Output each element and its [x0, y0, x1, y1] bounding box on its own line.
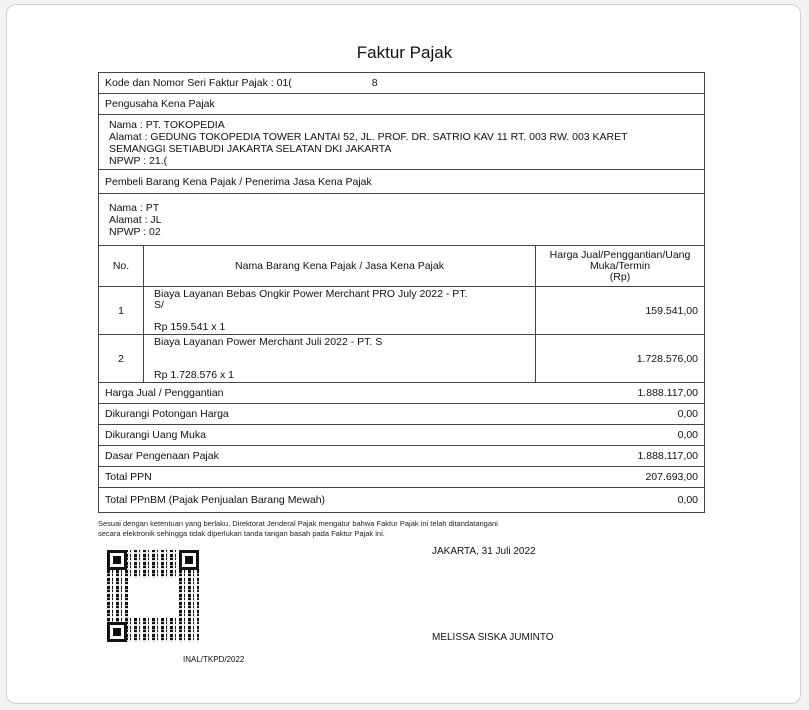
signer-name: MELISSA SISKA JUMINTO — [432, 632, 554, 643]
summary-value: 1.888.117,00 — [637, 450, 698, 462]
seller-header-label: Pengusaha Kena Pajak — [105, 98, 215, 110]
seller-address-1: Alamat : GEDUNG TOKOPEDIA TOWER LANTAI 52, JL. PROF. DR. SATRIO KAV 11 RT. 003 RW. 003 KARET — [109, 131, 628, 143]
invoice-table — [98, 72, 705, 513]
invoice-code: Kode dan Nomor Seri Faktur Pajak : 01( — [105, 77, 292, 89]
item-no: 1 — [99, 286, 144, 334]
summary-value: 0,00 — [677, 429, 698, 441]
item-line-1: Biaya Layanan Bebas Ongkir Power Merchant PRO July 2022 - PT. — [154, 288, 468, 300]
col-price-header-line-2: Muka/Termin — [589, 259, 651, 272]
item-amount: 1.728.576,00 — [536, 334, 704, 382]
summary-row — [99, 404, 704, 425]
seller-header — [99, 94, 704, 115]
item-line-1: Biaya Layanan Power Merchant Juli 2022 - PT. S — [154, 336, 383, 348]
summary-label: Dasar Pengenaan Pajak — [105, 450, 219, 462]
seller-name: Nama : PT. TOKOPEDIA — [109, 119, 225, 131]
item-amount: 159.541,00 — [536, 286, 704, 334]
item-price-line: Rp 1.728.576 x 1 — [154, 369, 234, 381]
col-price-header-line-3: (Rp) — [609, 270, 631, 283]
items-table — [99, 246, 704, 383]
summary-row — [99, 425, 704, 446]
item-description — [144, 334, 536, 382]
summary-label: Dikurangi Uang Muka — [105, 429, 206, 441]
buyer-address: Alamat : JL — [109, 214, 162, 226]
summary-row — [99, 488, 704, 512]
item-price-line: Rp 159.541 x 1 — [154, 321, 226, 333]
buyer-header — [99, 170, 704, 194]
reference-code: INAL/TKPD/2022 — [183, 655, 245, 664]
col-name-header: Nama Barang Kena Pajak / Jasa Kena Pajak — [144, 246, 536, 286]
item-line-2: S/ — [154, 299, 164, 311]
item-line-2 — [154, 348, 525, 359]
summary-label: Harga Jual / Penggantian — [105, 387, 224, 399]
col-price-header — [536, 246, 704, 286]
legal-note — [98, 519, 638, 539]
legal-note-line-2: secara elektronik sehingga tidak diperlukan tanda tangan basah pada Faktur Pajak ini. — [98, 529, 385, 538]
summary-row — [99, 446, 704, 467]
qr-code-icon — [107, 550, 199, 642]
buyer-info — [99, 194, 704, 246]
summary-row — [99, 467, 704, 488]
seller-info — [99, 115, 704, 170]
summary-value: 207.693,00 — [645, 471, 698, 483]
summary-label: Dikurangi Potongan Harga — [105, 408, 229, 420]
buyer-header-label: Pembeli Barang Kena Pajak / Penerima Jasa Kena Pajak — [105, 175, 372, 188]
summary-value: 1.888.117,00 — [637, 387, 698, 399]
invoice-code-row — [99, 73, 704, 94]
seller-address-2: SEMANGGI SETIABUDI JAKARTA SELATAN DKI JAKARTA — [109, 143, 392, 155]
item-no: 2 — [99, 334, 144, 382]
place-date: JAKARTA, 31 Juli 2022 — [432, 546, 536, 557]
item-description — [144, 286, 536, 334]
summary-row — [99, 383, 704, 404]
invoice-code-tail: 8 — [371, 77, 378, 89]
buyer-npwp: NPWP : 02 — [109, 226, 161, 238]
summary-value: 0,00 — [677, 408, 698, 420]
summary-label: Total PPnBM (Pajak Penjualan Barang Mewah) — [105, 494, 326, 506]
legal-note-line-1: Sesuai dengan ketentuan yang berlaku, Direktorat Jenderal Pajak mengatur bahwa Faktur Pajak ini telah ditandatangani — [98, 519, 498, 528]
seller-npwp: NPWP : 21.( — [109, 155, 168, 167]
col-no-header: No. — [99, 246, 144, 286]
summary-label: Total PPN — [105, 471, 152, 483]
summary-value: 0,00 — [677, 494, 698, 506]
page-title: Faktur Pajak — [356, 43, 453, 62]
col-price-header-line-1: Harga Jual/Penggantian/Uang — [549, 248, 691, 261]
buyer-name: Nama : PT — [109, 202, 160, 214]
